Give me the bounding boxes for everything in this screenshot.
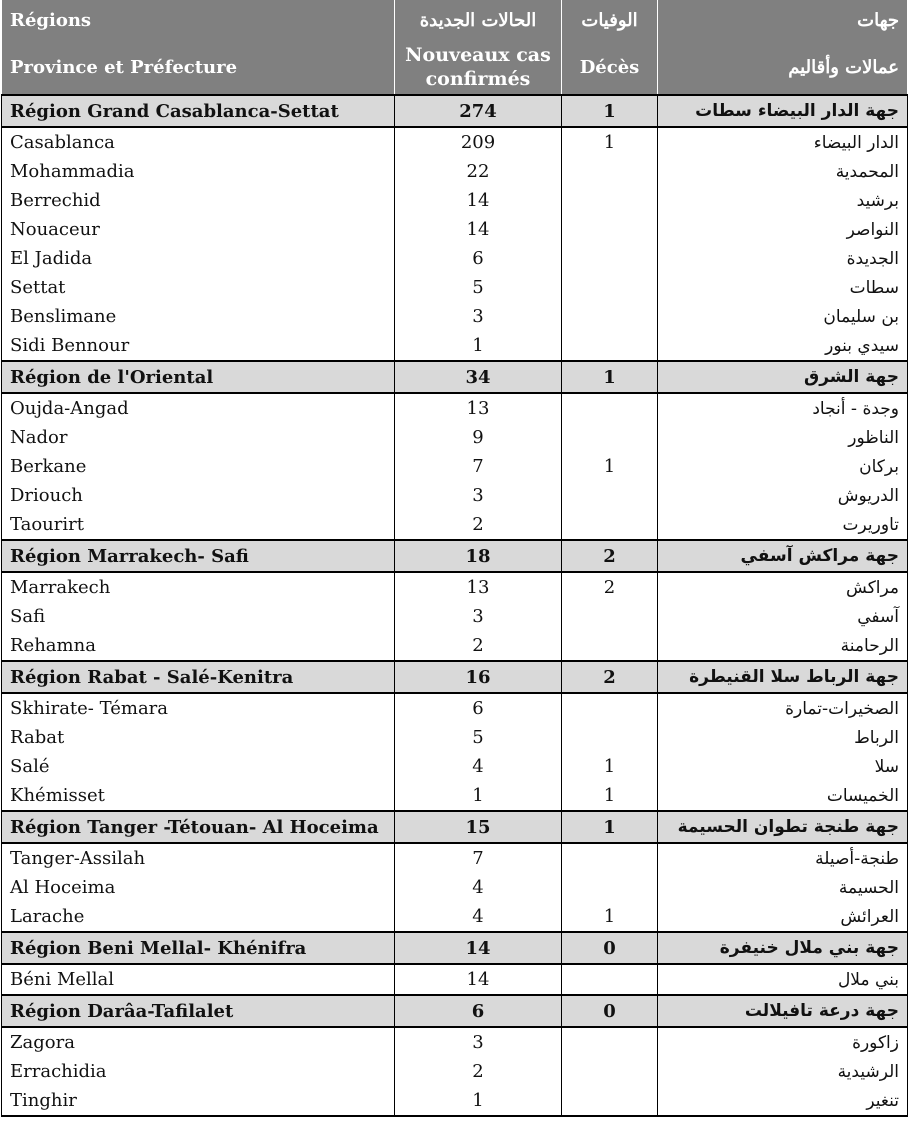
region-row [2, 661, 908, 693]
province-name: Benslimane [2, 302, 395, 331]
province-name: Sidi Bennour [2, 331, 395, 361]
province-deaths [562, 244, 658, 273]
region-name: Région Grand Casablanca-Settat [2, 95, 395, 127]
province-cases: 3 [395, 302, 562, 331]
province-cases: 3 [395, 481, 562, 510]
table-row [2, 452, 908, 481]
province-name-ar: مراكش [658, 572, 908, 602]
new-cases-header-ar: الحالات الجديدة [395, 0, 562, 40]
province-deaths [562, 157, 658, 186]
region-name-ar: جهة الشرق [658, 361, 908, 393]
region-cases: 6 [395, 995, 562, 1027]
province-deaths [562, 602, 658, 631]
province-name: Salé [2, 752, 395, 781]
province-cases: 9 [395, 423, 562, 452]
region-deaths: 2 [562, 661, 658, 693]
cases-table [1, 0, 908, 1117]
province-name-ar: الصخيرات-تمارة [658, 693, 908, 723]
province-name-ar: المحمدية [658, 157, 908, 186]
region-cases: 16 [395, 661, 562, 693]
province-name: Safi [2, 602, 395, 631]
table-row [2, 1086, 908, 1116]
region-deaths: 2 [562, 540, 658, 572]
regions-header: Régions [2, 0, 395, 40]
province-name: Larache [2, 902, 395, 932]
province-cases: 2 [395, 510, 562, 540]
province-name-ar: الحسيمة [658, 873, 908, 902]
table-row [2, 302, 908, 331]
province-name-ar: الدار البيضاء [658, 127, 908, 157]
region-name: Région Beni Mellal- Khénifra [2, 932, 395, 964]
province-name: Berkane [2, 452, 395, 481]
table-row [2, 157, 908, 186]
province-name: Errachidia [2, 1057, 395, 1086]
region-cases: 15 [395, 811, 562, 843]
province-header: Province et Préfecture [2, 40, 395, 95]
province-name: Mohammadia [2, 157, 395, 186]
province-name-ar: الناظور [658, 423, 908, 452]
province-deaths [562, 510, 658, 540]
province-deaths [562, 1057, 658, 1086]
province-cases: 7 [395, 843, 562, 873]
province-deaths [562, 1027, 658, 1057]
region-name: Région Darâa-Tafilalet [2, 995, 395, 1027]
province-deaths [562, 964, 658, 995]
region-name-ar: جهة طنجة تطوان الحسيمة [658, 811, 908, 843]
table-row [2, 843, 908, 873]
province-deaths: 1 [562, 127, 658, 157]
province-name-ar: آسفي [658, 602, 908, 631]
province-name: Khémisset [2, 781, 395, 811]
province-cases: 14 [395, 215, 562, 244]
province-cases: 4 [395, 902, 562, 932]
province-cases: 3 [395, 1027, 562, 1057]
table-row [2, 902, 908, 932]
province-name: Skhirate- Témara [2, 693, 395, 723]
province-name: Zagora [2, 1027, 395, 1057]
province-name: Settat [2, 273, 395, 302]
province-cases: 6 [395, 693, 562, 723]
province-deaths [562, 1086, 658, 1116]
table-row [2, 572, 908, 602]
region-name-ar: جهة الدار البيضاء سطات [658, 95, 908, 127]
table-row [2, 481, 908, 510]
table-row [2, 723, 908, 752]
province-name: Marrakech [2, 572, 395, 602]
province-name: Tanger-Assilah [2, 843, 395, 873]
province-name: Rabat [2, 723, 395, 752]
province-name: Al Hoceima [2, 873, 395, 902]
table-header [2, 0, 908, 95]
province-name: Taourirt [2, 510, 395, 540]
table-row [2, 631, 908, 661]
region-row [2, 361, 908, 393]
province-deaths [562, 215, 658, 244]
province-name: Nouaceur [2, 215, 395, 244]
region-name: Région de l'Oriental [2, 361, 395, 393]
region-row [2, 540, 908, 572]
province-name-ar: الجديدة [658, 244, 908, 273]
province-cases: 1 [395, 1086, 562, 1116]
region-deaths: 0 [562, 995, 658, 1027]
region-name-ar: جهة الرباط سلا القنيطرة [658, 661, 908, 693]
region-name: Région Tanger -Tétouan- Al Hoceima [2, 811, 395, 843]
table-row [2, 693, 908, 723]
region-deaths: 1 [562, 95, 658, 127]
province-deaths: 1 [562, 452, 658, 481]
table-row [2, 1057, 908, 1086]
province-deaths: 1 [562, 902, 658, 932]
region-name: Région Marrakech- Safi [2, 540, 395, 572]
province-name-ar: سلا [658, 752, 908, 781]
province-name-ar: الدريوش [658, 481, 908, 510]
province-cases: 13 [395, 393, 562, 423]
province-deaths [562, 723, 658, 752]
region-row [2, 95, 908, 127]
province-cases: 14 [395, 186, 562, 215]
province-name-ar: الرشيدية [658, 1057, 908, 1086]
table-row [2, 964, 908, 995]
region-deaths: 1 [562, 811, 658, 843]
province-name-ar: سطات [658, 273, 908, 302]
table-row [2, 273, 908, 302]
table-row [2, 393, 908, 423]
province-name: Driouch [2, 481, 395, 510]
region-cases: 18 [395, 540, 562, 572]
table-body [2, 95, 908, 1116]
table-row [2, 873, 908, 902]
region-row [2, 932, 908, 964]
province-name-ar: بركان [658, 452, 908, 481]
province-deaths [562, 843, 658, 873]
region-name-ar: جهة مراكش آسفي [658, 540, 908, 572]
province-deaths [562, 302, 658, 331]
table-row [2, 752, 908, 781]
province-deaths [562, 186, 658, 215]
province-cases: 6 [395, 244, 562, 273]
region-cases: 14 [395, 932, 562, 964]
region-row [2, 811, 908, 843]
province-deaths [562, 693, 658, 723]
deaths-header-ar: الوفيات [562, 0, 658, 40]
province-cases: 5 [395, 723, 562, 752]
province-name-ar: بني ملال [658, 964, 908, 995]
table-row [2, 602, 908, 631]
province-name: Rehamna [2, 631, 395, 661]
province-deaths [562, 631, 658, 661]
table-row [2, 1027, 908, 1057]
provinces-header-ar: عمالات وأقاليم [658, 40, 908, 95]
table-row [2, 781, 908, 811]
region-cases: 34 [395, 361, 562, 393]
deaths-header: Décès [562, 40, 658, 95]
table-row [2, 127, 908, 157]
province-cases: 2 [395, 631, 562, 661]
province-name-ar: الرحامنة [658, 631, 908, 661]
province-name-ar: برشيد [658, 186, 908, 215]
province-deaths [562, 481, 658, 510]
province-deaths: 1 [562, 752, 658, 781]
province-deaths [562, 393, 658, 423]
province-cases: 22 [395, 157, 562, 186]
province-name-ar: النواصر [658, 215, 908, 244]
province-deaths: 2 [562, 572, 658, 602]
province-name-ar: سيدي بنور [658, 331, 908, 361]
province-name-ar: الخميسات [658, 781, 908, 811]
region-row [2, 995, 908, 1027]
province-name: Béni Mellal [2, 964, 395, 995]
table-row [2, 186, 908, 215]
region-name-ar: جهة درعة تافيلالت [658, 995, 908, 1027]
province-cases: 1 [395, 331, 562, 361]
region-deaths: 1 [562, 361, 658, 393]
table-row [2, 215, 908, 244]
region-name: Région Rabat - Salé-Kenitra [2, 661, 395, 693]
new-cases-header: Nouveaux cas confirmés [395, 40, 562, 95]
province-cases: 209 [395, 127, 562, 157]
region-deaths: 0 [562, 932, 658, 964]
province-name-ar: تنغير [658, 1086, 908, 1116]
province-cases: 7 [395, 452, 562, 481]
province-deaths [562, 873, 658, 902]
province-cases: 5 [395, 273, 562, 302]
province-name: Berrechid [2, 186, 395, 215]
province-name-ar: زاكورة [658, 1027, 908, 1057]
table-row [2, 244, 908, 273]
province-cases: 13 [395, 572, 562, 602]
province-cases: 2 [395, 1057, 562, 1086]
province-deaths [562, 273, 658, 302]
regions-header-ar: جهات [658, 0, 908, 40]
province-deaths: 1 [562, 781, 658, 811]
province-name-ar: بن سليمان [658, 302, 908, 331]
province-name-ar: وجدة - أنجاد [658, 393, 908, 423]
province-cases: 14 [395, 964, 562, 995]
province-cases: 4 [395, 752, 562, 781]
table-row [2, 423, 908, 452]
province-name: Casablanca [2, 127, 395, 157]
province-name: El Jadida [2, 244, 395, 273]
region-cases: 274 [395, 95, 562, 127]
province-name-ar: طنجة-أصيلة [658, 843, 908, 873]
province-cases: 3 [395, 602, 562, 631]
region-name-ar: جهة بني ملال خنيفرة [658, 932, 908, 964]
province-name: Oujda-Angad [2, 393, 395, 423]
province-name: Nador [2, 423, 395, 452]
province-cases: 4 [395, 873, 562, 902]
province-deaths [562, 423, 658, 452]
province-name-ar: العرائش [658, 902, 908, 932]
province-name: Tinghir [2, 1086, 395, 1116]
province-name-ar: الرباط [658, 723, 908, 752]
province-name-ar: تاوريرت [658, 510, 908, 540]
province-cases: 1 [395, 781, 562, 811]
table-row [2, 510, 908, 540]
province-deaths [562, 331, 658, 361]
table-row [2, 331, 908, 361]
